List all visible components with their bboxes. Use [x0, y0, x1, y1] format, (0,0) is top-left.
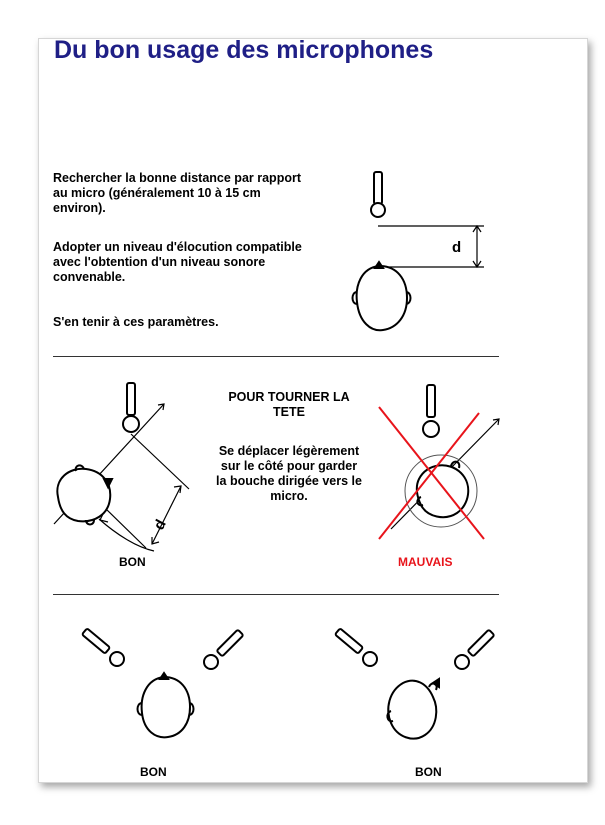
two-mics-left-label: BON: [140, 765, 167, 779]
distance-label: d: [150, 516, 170, 533]
microphone-icon: [82, 628, 124, 666]
section-divider-2: [53, 594, 499, 595]
microphone-icon: [204, 630, 243, 669]
two-mics-right-illustration: [319, 619, 504, 749]
microphone-icon: [374, 172, 382, 204]
two-mics-left-illustration: [74, 619, 254, 749]
level-instruction: Adopter un niveau d'élocution compatible avec l'obtention d'un niveau sonore convenable.: [53, 240, 302, 284]
page-title: Du bon usage des microphones: [54, 36, 434, 64]
rotation-instruction: Se déplacer légèrement sur le côté pour garder la bouche dirigée vers le micro.: [216, 444, 362, 503]
good-label: BON: [119, 555, 146, 569]
good-rotation-illustration: [44, 379, 209, 554]
distance-illustration: [339, 164, 499, 354]
head-icon: [138, 673, 194, 737]
head-icon: [57, 465, 112, 524]
head-icon: [387, 679, 439, 739]
section-divider-1: [53, 356, 499, 357]
microphone-icon: [455, 630, 494, 669]
document-page: [38, 38, 588, 783]
distance-instruction: Rechercher la bonne distance par rapport au micro (généralement 10 à 15 cm environ).: [53, 171, 301, 215]
head-icon: [353, 262, 411, 330]
bad-label: MAUVAIS: [398, 555, 453, 569]
microphone-icon: [335, 628, 377, 666]
microphone-icon: [427, 385, 435, 417]
rotation-heading: POUR TOURNER LA TETE: [228, 390, 350, 419]
microphone-icon: [127, 383, 135, 415]
parameters-instruction: S'en tenir à ces paramètres.: [53, 315, 219, 329]
two-mics-right-label: BON: [415, 765, 442, 779]
bad-rotation-illustration: [369, 379, 519, 554]
distance-label: d: [452, 239, 462, 256]
